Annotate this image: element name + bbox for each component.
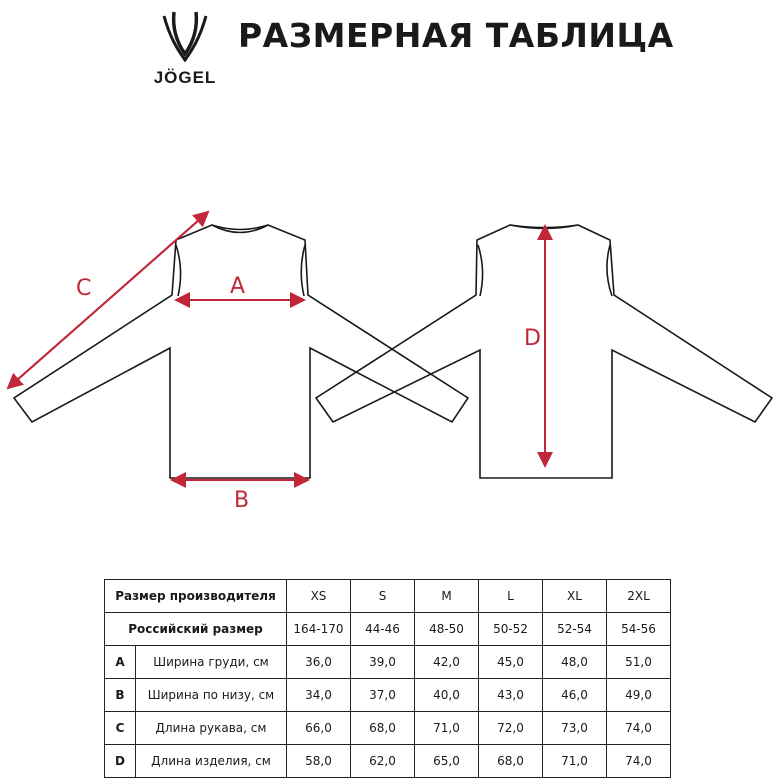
value-cell: 43,0 xyxy=(479,679,543,712)
value-cell: 72,0 xyxy=(479,712,543,745)
russian-size-label: Российский размер xyxy=(105,613,287,646)
row-name: Длина изделия, см xyxy=(136,745,287,778)
size-cell: XL xyxy=(543,580,607,613)
page-title: РАЗМЕРНАЯ ТАБЛИЦА xyxy=(238,16,674,55)
value-cell: 74,0 xyxy=(607,712,671,745)
table-row xyxy=(105,712,671,745)
value-cell: 58,0 xyxy=(287,745,351,778)
russian-size-row xyxy=(105,613,671,646)
table-row xyxy=(105,646,671,679)
label-c: C xyxy=(76,276,92,301)
size-cell: 2XL xyxy=(607,580,671,613)
jogel-logo-icon xyxy=(160,10,210,62)
label-d: D xyxy=(524,326,541,351)
garment-diagram xyxy=(0,190,777,530)
value-cell: 71,0 xyxy=(543,745,607,778)
value-cell: 68,0 xyxy=(479,745,543,778)
logo-text: JÖGEL xyxy=(153,68,217,87)
value-cell: 49,0 xyxy=(607,679,671,712)
value-cell: 74,0 xyxy=(607,745,671,778)
brand-logo xyxy=(140,10,230,90)
label-a: A xyxy=(230,274,246,299)
size-cell: 164-170 xyxy=(287,613,351,646)
value-cell: 42,0 xyxy=(415,646,479,679)
value-cell: 37,0 xyxy=(351,679,415,712)
value-cell: 36,0 xyxy=(287,646,351,679)
size-cell: XS xyxy=(287,580,351,613)
value-cell: 46,0 xyxy=(543,679,607,712)
size-cell: 44-46 xyxy=(351,613,415,646)
row-name: Длина рукава, см xyxy=(136,712,287,745)
shirt-outlines xyxy=(0,190,777,530)
size-table xyxy=(104,579,671,778)
manufacturer-size-label: Размер производителя xyxy=(105,580,287,613)
value-cell: 40,0 xyxy=(415,679,479,712)
value-cell: 65,0 xyxy=(415,745,479,778)
value-cell: 45,0 xyxy=(479,646,543,679)
value-cell: 68,0 xyxy=(351,712,415,745)
value-cell: 34,0 xyxy=(287,679,351,712)
size-cell: S xyxy=(351,580,415,613)
manufacturer-size-row xyxy=(105,580,671,613)
front-shirt-icon xyxy=(14,225,468,478)
row-name: Ширина груди, см xyxy=(136,646,287,679)
row-letter: B xyxy=(105,679,136,712)
size-cell: M xyxy=(415,580,479,613)
size-cell: 54-56 xyxy=(607,613,671,646)
value-cell: 48,0 xyxy=(543,646,607,679)
row-name: Ширина по низу, см xyxy=(136,679,287,712)
size-cell: 52-54 xyxy=(543,613,607,646)
row-letter: A xyxy=(105,646,136,679)
row-letter: D xyxy=(105,745,136,778)
size-cell: 50-52 xyxy=(479,613,543,646)
value-cell: 66,0 xyxy=(287,712,351,745)
row-letter: C xyxy=(105,712,136,745)
value-cell: 73,0 xyxy=(543,712,607,745)
header xyxy=(0,0,777,100)
table-row xyxy=(105,679,671,712)
value-cell: 62,0 xyxy=(351,745,415,778)
value-cell: 51,0 xyxy=(607,646,671,679)
table-row xyxy=(105,745,671,778)
label-b: B xyxy=(234,488,250,513)
size-cell: L xyxy=(479,580,543,613)
value-cell: 71,0 xyxy=(415,712,479,745)
value-cell: 39,0 xyxy=(351,646,415,679)
size-cell: 48-50 xyxy=(415,613,479,646)
